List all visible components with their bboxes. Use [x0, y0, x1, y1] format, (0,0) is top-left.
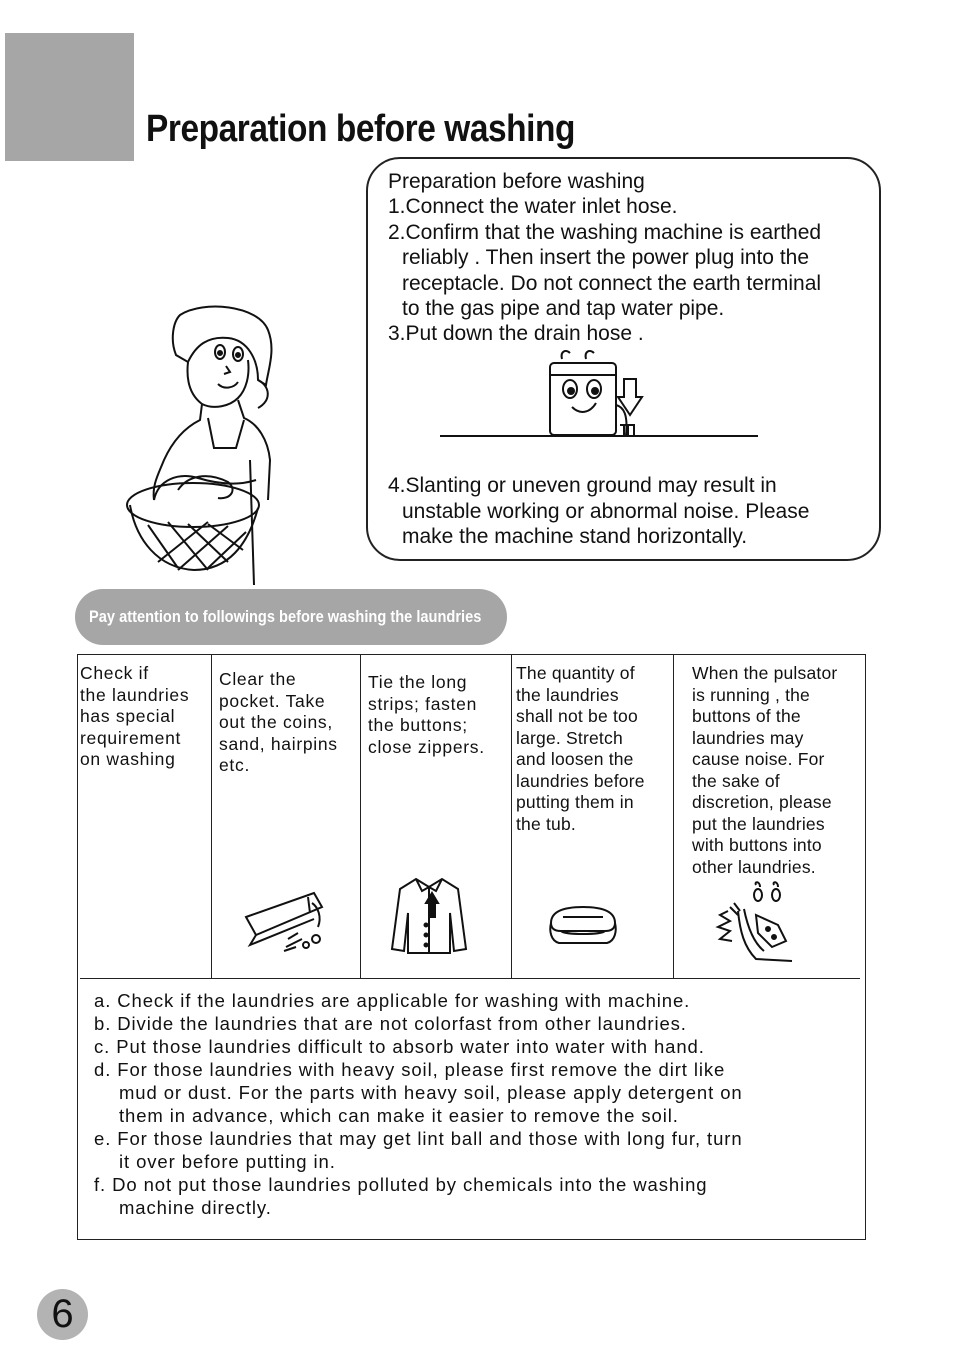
- tip-check-requirements: Check if the laundries has special requirement on washing: [80, 663, 190, 769]
- washing-notes-list: [94, 989, 854, 1219]
- prep-step-2-line-2: reliably . Then insert the power plug into the: [402, 246, 810, 269]
- column-divider: [511, 655, 512, 978]
- note-item: d. For those laundries with heavy soil, please first remove the dirt like mud or dust. For the parts with heavy soil, please apply detergent on them in advance, which can make it easier to remove the soil.: [94, 1059, 743, 1126]
- note-item: e. For those laundries that may get lint ball and those with long fur, turn it over before putting in.: [94, 1128, 743, 1172]
- laundry-tips-table: [77, 654, 866, 1240]
- tip-tie-strips: Tie the long strips; fasten the buttons; close zippers.: [368, 672, 485, 757]
- column-divider: [673, 655, 674, 978]
- prep-step-2-line-4: to the gas pipe and tap water pipe.: [402, 297, 725, 320]
- note-item: c. Put those laundries difficult to absorb water into water with hand.: [94, 1036, 705, 1057]
- prep-heading: Preparation before washing: [388, 170, 645, 193]
- prep-step-2-line-3: receptacle. Do not connect the earth terminal: [402, 272, 822, 295]
- prep-step-4-line-3: make the machine stand horizontally.: [402, 525, 748, 548]
- washing-machine-illustration: [438, 345, 762, 441]
- tip-quantity: The quantity of the laundries shall not be too large. Stretch and loosen the laundries before putting them in the tub.: [516, 663, 645, 834]
- noisy-buttons-icon: [714, 881, 798, 969]
- prep-step-4: 4.Slanting or uneven ground may result in: [388, 474, 777, 497]
- tip-clear-pocket: Clear the pocket. Take out the coins, sand, hairpins etc.: [219, 669, 338, 775]
- trousers-pocket-icon: [242, 887, 332, 957]
- note-item: a. Check if the laundries are applicable for washing with machine.: [94, 990, 691, 1011]
- attention-banner: [75, 589, 507, 645]
- corner-decoration: [5, 33, 134, 161]
- prep-step-2: 2.Confirm that the washing machine is earthed: [388, 221, 822, 244]
- attention-label: Pay attention to followings before washing the laundries: [89, 607, 482, 626]
- column-divider: [360, 655, 361, 978]
- note-item: b. Divide the laundries that are not colorfast from other laundries.: [94, 1013, 687, 1034]
- page-number: 6: [37, 1289, 88, 1340]
- shirt-icon: [388, 873, 470, 955]
- tip-buttons-noise: When the pulsator is running , the buttons of the laundries may cause noise. For the sake of discretion, please put the laundries with buttons into other laundries.: [692, 663, 838, 877]
- preparation-box: [366, 157, 881, 561]
- column-divider: [211, 655, 212, 978]
- woman-with-basket-illustration: [118, 300, 278, 585]
- page-title: Preparation before washing: [146, 108, 575, 150]
- note-item: f. Do not put those laundries polluted by chemicals into the washing machine directly.: [94, 1174, 708, 1218]
- row-divider: [80, 978, 860, 979]
- folded-laundry-icon: [545, 901, 621, 949]
- prep-step-3: 3.Put down the drain hose .: [388, 322, 644, 345]
- prep-step-1: 1.Connect the water inlet hose.: [388, 195, 678, 218]
- prep-step-4-line-2: unstable working or abnormal noise. Please: [402, 500, 810, 523]
